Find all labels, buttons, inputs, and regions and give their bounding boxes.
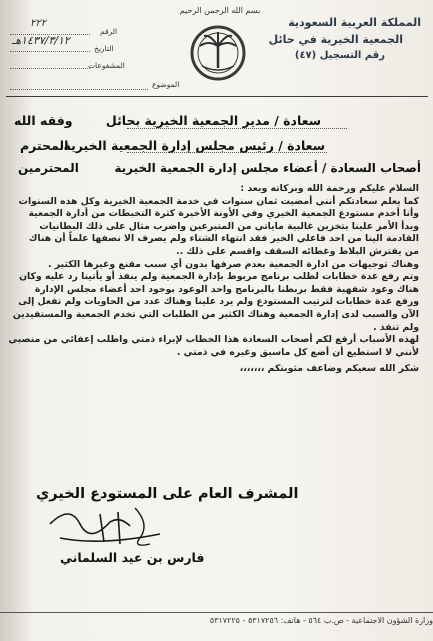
addressee-board-salutation: المحترمين — [18, 161, 79, 175]
basmala: بسم الله الرحمن الرحيم — [179, 6, 261, 15]
body-line: الآن والسبب لدى إدارة الجمعية وهناك الكثير من الطلبات التي تخدم الجمعية والمستفيدين — [12, 308, 419, 320]
org-registration: رقم التسجيل (٤٧) — [294, 50, 385, 61]
body-line: السلام عليكم ورحمة الله وبركاته وبعد : — [240, 183, 419, 194]
org-name: الجمعية الخيرية في حائل — [268, 33, 403, 46]
header-divider — [6, 96, 428, 97]
body-line: ولم تنفذ . — [373, 321, 419, 333]
addressee-director: سعادة / مدير الجمعية الخيرية بحائل — [105, 113, 321, 128]
subject-line — [10, 89, 148, 90]
footer-contact: وزارة الشؤون الاجتماعية - ص.ب ٥٦٤ - هاتف: ٥٣١٧٢٥٦ - ٥٣١٧٢٢٥ — [209, 616, 433, 625]
body-line: وأنا أخدم مستودع الجمعية الخيري وفي الأونة الأخيرة كثرة التخبطات من أدارة الجمعية — [28, 208, 419, 220]
letter-body — [8, 183, 419, 376]
addressee-director-salutation: وفقه الله — [14, 113, 73, 128]
body-line: لهذه الأسباب أرفع لكم أصحاب السعادة هذا الخطاب لإبراء ذمتي واطلب إعفائي من منصبي — [8, 334, 419, 346]
ref-number-value: ٢٢٢ — [30, 18, 47, 29]
body-line: وتم رفع عدة خطابات لطلب برنامج مربوط بإدارة الجمعية ولم ينفذ أو يأتينا رد عليه وكان — [19, 271, 419, 283]
body-line: لأنني لا استطيع أن أضع كل ماسبق وغيره في ذمتي . — [176, 346, 419, 358]
ref-number-label: الرقم — [100, 27, 118, 36]
addressee-chairman: سعادة / رئيس مجلس إدارة الجمعية الخيرية — [63, 138, 325, 153]
handwritten-signature-icon — [40, 494, 180, 554]
date-label: التاريخ — [94, 44, 114, 53]
date-line — [10, 51, 90, 52]
addressee-dotted-line — [127, 128, 347, 129]
date-value: ١٤٣٧/٣/١٢هـ — [12, 34, 70, 47]
org-country: المملكة العربية السعودية — [288, 16, 421, 29]
body-line: هناك وعود شفهية فقط بربطنا بالبرنامج واحد الوعود بوجود احد أعضاء مجلس الإدارة — [34, 283, 419, 295]
closing-line: شكر الله سعيكم وضاعف مثوبتكم ،،،،،،، — [239, 363, 419, 375]
addressee-dotted-line — [127, 152, 327, 153]
body-line: كما يعلم سعادتكم أنني أمضيت ثمان سنوات في خدمة الجمعية الخيرية وكل هذه السنوات — [18, 195, 419, 207]
body-line: وبدأ الأمر علينا بتخزين غالبية ماياتي من المتبرعين واضرب مثال على ذلك البطانيات — [39, 220, 419, 232]
subject-label: الموضوع — [152, 80, 180, 89]
signer-title: المشرف العام على المستودع الخيري — [36, 486, 299, 502]
body-line: القادمة الينا من احد فاعلي الخير فقد انتهاء الشتاء ولم يصرف الا نصفها علماً أن هناك — [28, 233, 419, 245]
palm-tree-logo-icon — [168, 22, 268, 84]
attachments-label: المشفوعات — [88, 61, 125, 70]
addressee-chairman-salutation: المحترم — [20, 138, 69, 153]
body-line: ورفع عدة خطابات لترتيب المستودع ولم يرد علينا وهناك عدد من الحاويات ولم تفعل إلى — [18, 296, 419, 308]
body-line: وهناك توجيهات من ادارة الجمعية بعدم صرفها بدون أي سبب مقنع وغيرها الكثير . — [48, 258, 419, 270]
body-line: من يفترش البلاط وغطائه السقف واقسم على ذلك .. — [176, 245, 419, 257]
footer-divider — [0, 612, 433, 613]
attachments-line — [10, 68, 90, 69]
signer-name: فارس بن عيد السلماني — [60, 550, 205, 565]
addressee-board: أصحاب السعادة / أعضاء مجلس إدارة الجمعية الخيرية — [114, 161, 421, 175]
